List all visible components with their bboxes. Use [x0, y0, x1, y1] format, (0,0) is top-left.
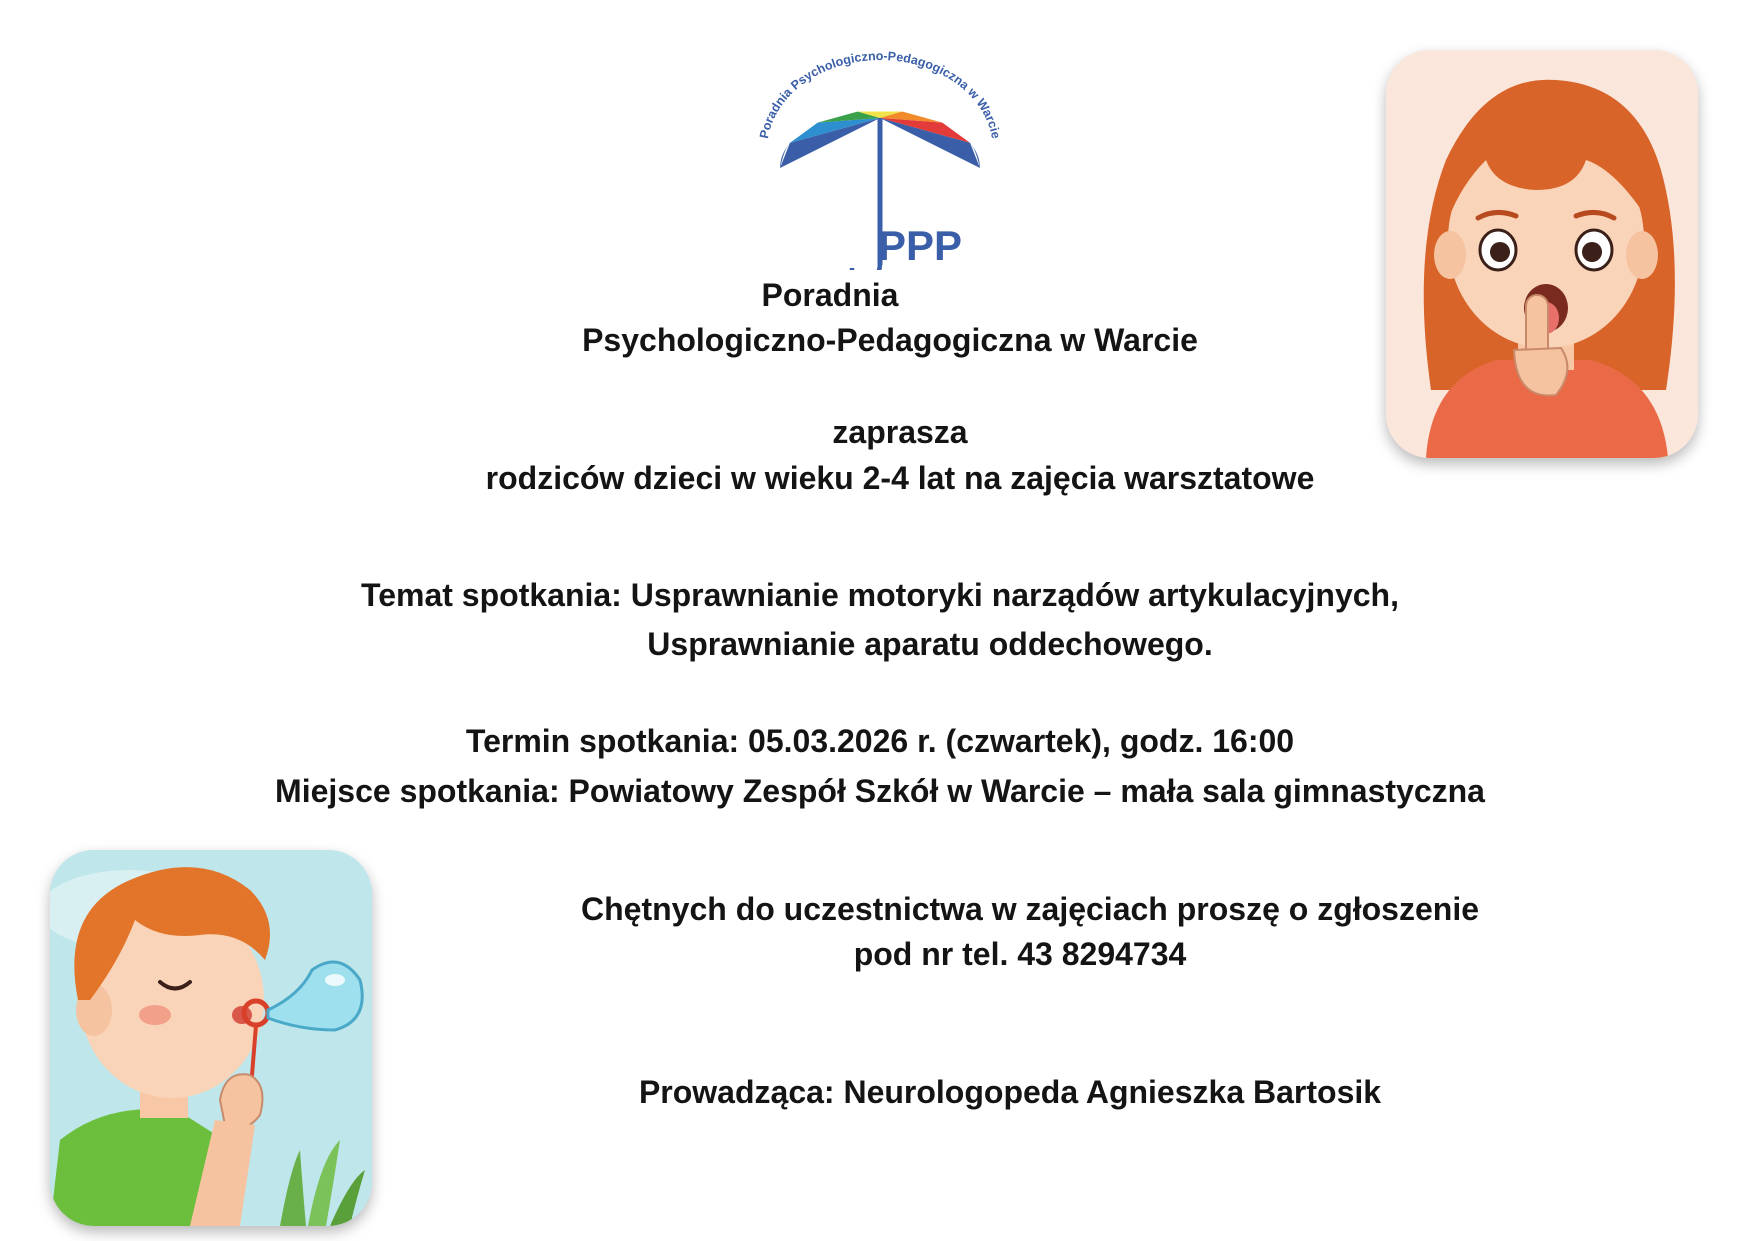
invite-verb: zaprasza: [832, 414, 968, 450]
topic-line1: Temat spotkania: Usprawnianie motoryki narządów artykulacyjnych,: [361, 577, 1399, 613]
boy-illustration: [50, 850, 372, 1226]
signup-line1: Chętnych do uczestnictwa w zajęciach proszę o zgłoszenie: [581, 891, 1479, 927]
org-name-line2: Psychologiczno-Pedagogiczna w Warcie: [582, 322, 1198, 358]
institution-logo: [755, 50, 1005, 270]
logo-monogram: PPP: [877, 222, 963, 269]
signup-line2: pod nr tel. 43 8294734: [853, 936, 1187, 972]
umbrella-scallop: [858, 107, 903, 111]
logo-arc-text: Poradnia Psychologiczno-Pedagogiczna w Warcie: [756, 50, 1004, 140]
host-line: Prowadząca: Neurologopeda Agnieszka Bartosik: [638, 1074, 1382, 1110]
place-line: Miejsce spotkania: Powiatowy Zespół Szkół w Warcie – mała sala gimnastyczna: [275, 773, 1485, 809]
invite-audience: rodziców dzieci w wieku 2-4 lat na zajęcia warsztatowe: [485, 460, 1315, 496]
date-line: Termin spotkania: 05.03.2026 r. (czwartek), godz. 16:00: [465, 723, 1295, 759]
girl-illustration: [1386, 50, 1698, 458]
topic-line2: Usprawnianie aparatu oddechowego.: [647, 626, 1213, 662]
org-name-line1: Poradnia: [761, 277, 899, 313]
